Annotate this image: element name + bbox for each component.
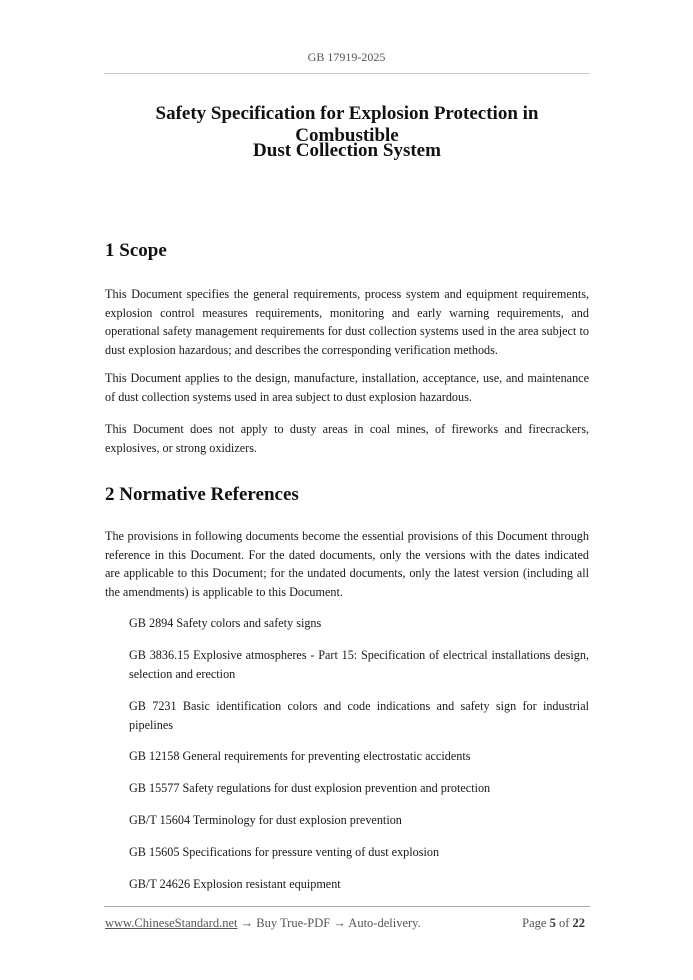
promo-text: → Buy True-PDF → Auto-delivery.: [237, 916, 421, 930]
reference-item: GB 7231 Basic identification colors and code indications and safety sign for industrial pipelines: [129, 699, 589, 732]
reference-item: GB 15577 Safety regulations for dust explosion prevention and protection: [129, 781, 491, 795]
page-label: Page: [522, 916, 547, 930]
footer-divider: [104, 906, 590, 907]
document-title-line-2: Dust Collection System: [253, 140, 441, 161]
reference-item: GB/T 24626 Explosion resistant equipment: [129, 877, 341, 891]
reference-item: GB 3836.15 Explosive atmospheres - Part 15: Specification of electrical installations design, selection and erection: [129, 648, 589, 681]
section-heading-normative-references: 2 Normative References: [105, 484, 299, 505]
page-of-label: of: [558, 916, 570, 930]
scope-paragraph-3: This Document does not apply to dusty areas in coal mines, of fireworks and firecrackers, explosives, or strong oxidizers.: [105, 422, 589, 455]
header-divider: [104, 73, 590, 74]
page-footer: [105, 916, 585, 931]
reference-item: GB 2894 Safety colors and safety signs: [129, 616, 322, 630]
normative-references-intro: The provisions in following documents become the essential provisions of this Document through reference in this Document. For the dated documents, only the versions with the dates indicated are applicable to this Document; for the undated documents, only the latest version (including all the amendments) is applicable to this Document.: [105, 529, 589, 599]
document-code: GB 17919-2025: [307, 50, 386, 64]
section-heading-scope: 1 Scope: [105, 240, 167, 261]
reference-item: GB/T 15604 Terminology for dust explosion prevention: [129, 813, 402, 827]
scope-paragraph-2: This Document applies to the design, manufacture, installation, acceptance, use, and maintenance of dust collection systems used in area subject to dust explosion hazardous.: [105, 371, 589, 404]
document-title-line-1: Safety Specification for Explosion Protection in Combustible: [155, 103, 539, 146]
current-page: 5: [549, 916, 556, 930]
scope-paragraph-1: This Document specifies the general requirements, process system and equipment requirements, explosion control measures requirements, monitoring and early warning requirements, and operational safety management requirements for dust collection systems used in the area subject to dust explosion hazardous; and describes the corresponding verification methods.: [105, 287, 589, 357]
reference-item: GB 12158 General requirements for preventing electrostatic accidents: [129, 749, 471, 763]
page-indicator: [522, 916, 585, 931]
total-pages: 22: [572, 916, 585, 930]
reference-item: GB 15605 Specifications for pressure venting of dust explosion: [129, 845, 440, 859]
website-link[interactable]: www.ChineseStandard.net: [105, 916, 238, 930]
